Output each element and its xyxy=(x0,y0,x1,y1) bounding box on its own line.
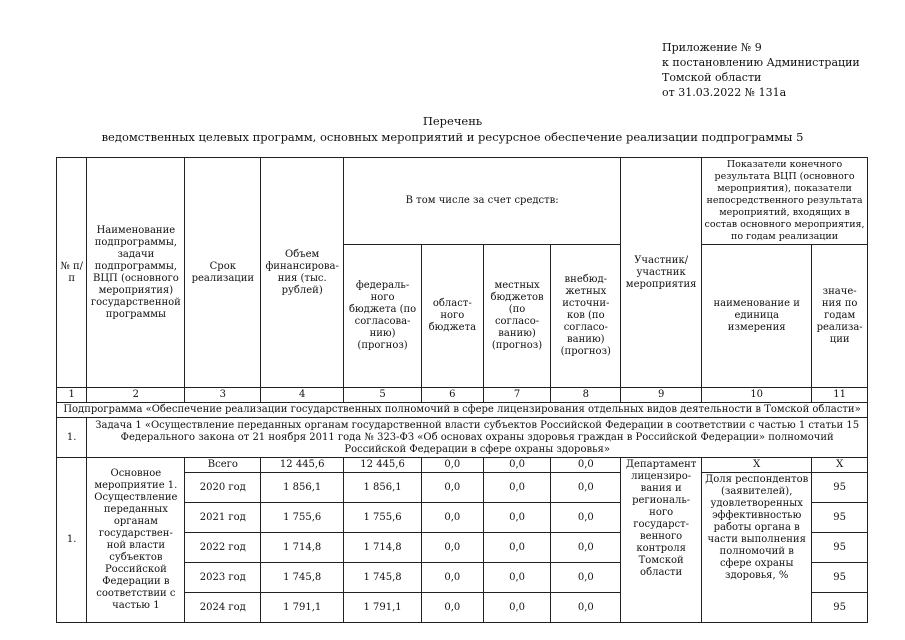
row-value: Х xyxy=(812,458,868,473)
col-number: 9 xyxy=(621,388,702,403)
row-regional: 0,0 xyxy=(422,563,484,593)
row-volume: 1 755,6 xyxy=(261,503,344,533)
column-numbers-row xyxy=(57,388,868,403)
header-num: № п/п xyxy=(57,158,87,388)
row-regional: 0,0 xyxy=(422,593,484,623)
measure-name: Основное мероприятие 1. Осуществление переданных органам государствен-ной власти субъектов Российской Федерации в соответствии с частью 1 xyxy=(87,458,185,623)
row-value: 95 xyxy=(812,593,868,623)
col-number: 1 xyxy=(57,388,87,403)
col-number: 5 xyxy=(344,388,422,403)
header-name: Наименование подпрограммы, задачи подпрограммы, ВЦП (основного мероприятия) государственной программы xyxy=(87,158,185,388)
row-federal: 1 791,1 xyxy=(344,593,422,623)
row-local: 0,0 xyxy=(483,473,551,503)
row-extra: 0,0 xyxy=(551,473,621,503)
row-term: Всего xyxy=(185,458,261,473)
row-volume: 1 745,8 xyxy=(261,563,344,593)
header-ind-value: значе-ния по годам реализа-ции xyxy=(812,245,868,388)
row-local: 0,0 xyxy=(483,533,551,563)
col-number: 3 xyxy=(185,388,261,403)
appendix-line: Приложение № 9 xyxy=(662,41,762,54)
task-text: Задача 1 «Осуществление переданных органам государственной власти субъектов Российской Федерации в соответствии с частью 1 статьи 15 Федерального закона от 21 ноября 2011 года № 323-ФЗ «Об основах охраны здоровья граждан в Российской Федерации» полномочий Российской Федерации в сфере охраны здоровья» xyxy=(87,418,868,458)
row-federal: 12 445,6 xyxy=(344,458,422,473)
row-term: 2020 год xyxy=(185,473,261,503)
row-federal: 1 745,8 xyxy=(344,563,422,593)
row-value: 95 xyxy=(812,503,868,533)
col-number: 11 xyxy=(812,388,868,403)
col-number: 7 xyxy=(483,388,551,403)
row-regional: 0,0 xyxy=(422,458,484,473)
row-volume: 12 445,6 xyxy=(261,458,344,473)
row-federal: 1 755,6 xyxy=(344,503,422,533)
header-participant: Участник/ участник мероприятия xyxy=(621,158,702,388)
document-title: Перечень xyxy=(422,114,483,128)
header-indicators: Показатели конечного результата ВЦП (основного мероприятия), показатели непосредственного результата мероприятий, входящих в состав основного мероприятия, по годам реализации xyxy=(702,158,868,245)
header-local: местных бюджетов (по согласо-ванию) (прогноз) xyxy=(483,245,551,388)
subprogram-row: Подпрограмма «Обеспечение реализации государственных полномочий в сфере лицензирования отдельных видов деятельности в Томской области» xyxy=(57,403,868,418)
row-extra: 0,0 xyxy=(551,533,621,563)
header-term: Срок реализации xyxy=(185,158,261,388)
row-term: 2022 год xyxy=(185,533,261,563)
row-indicator: Х xyxy=(702,458,812,473)
row-term: 2021 год xyxy=(185,503,261,533)
row-value: 95 xyxy=(812,563,868,593)
row-value: 95 xyxy=(812,473,868,503)
row-extra: 0,0 xyxy=(551,563,621,593)
row-value: 95 xyxy=(812,533,868,563)
col-number: 4 xyxy=(261,388,344,403)
row-extra: 0,0 xyxy=(551,593,621,623)
col-number: 6 xyxy=(422,388,484,403)
row-extra: 0,0 xyxy=(551,503,621,533)
col-number: 8 xyxy=(551,388,621,403)
header-federal: федераль-ного бюджета (по согласова-нию) (прогноз) xyxy=(344,245,422,388)
row-local: 0,0 xyxy=(483,458,551,473)
document-subtitle: ведомственных целевых программ, основных мероприятий и ресурсное обеспечение реализации подпрограммы 5 xyxy=(101,130,804,144)
row-local: 0,0 xyxy=(483,563,551,593)
resource-table xyxy=(56,157,868,623)
row-term: 2024 год xyxy=(185,593,261,623)
row-regional: 0,0 xyxy=(422,533,484,563)
row-term: 2023 год xyxy=(185,563,261,593)
header-regional: област-ного бюджета xyxy=(422,245,484,388)
col-number: 10 xyxy=(702,388,812,403)
appendix-line: Томской области xyxy=(662,71,762,84)
row-regional: 0,0 xyxy=(422,503,484,533)
measure-indicator: Доля респондентов (заявителей), удовлетворенных эффективностью работы органа в части выполнения полномочий в сфере охраны здоровья, % xyxy=(702,473,812,623)
header-extra: внебюд-жетных источни-ков (по согласо-ванию) (прогноз) xyxy=(551,245,621,388)
table-row xyxy=(57,458,868,473)
row-federal: 1 856,1 xyxy=(344,473,422,503)
row-volume: 1 791,1 xyxy=(261,593,344,623)
header-volume: Объем финансирова-ния (тыс. рублей) xyxy=(261,158,344,388)
row-local: 0,0 xyxy=(483,593,551,623)
appendix-line: от 31.03.2022 № 131а xyxy=(662,86,787,99)
header-sources: В том числе за счет средств: xyxy=(344,158,621,245)
row-volume: 1 714,8 xyxy=(261,533,344,563)
measure-num: 1. xyxy=(57,458,87,623)
appendix-line: к постановлению Администрации xyxy=(662,56,860,69)
col-number: 2 xyxy=(87,388,185,403)
task-num: 1. xyxy=(57,418,87,458)
row-regional: 0,0 xyxy=(422,473,484,503)
header-ind-name: наименование и единица измерения xyxy=(702,245,812,388)
row-federal: 1 714,8 xyxy=(344,533,422,563)
row-local: 0,0 xyxy=(483,503,551,533)
row-volume: 1 856,1 xyxy=(261,473,344,503)
measure-participant: Департамент лицензиро-вания и региональ-ного государст-венного контроля Томской области xyxy=(621,458,702,623)
row-extra: 0,0 xyxy=(551,458,621,473)
appendix-block xyxy=(662,40,860,100)
